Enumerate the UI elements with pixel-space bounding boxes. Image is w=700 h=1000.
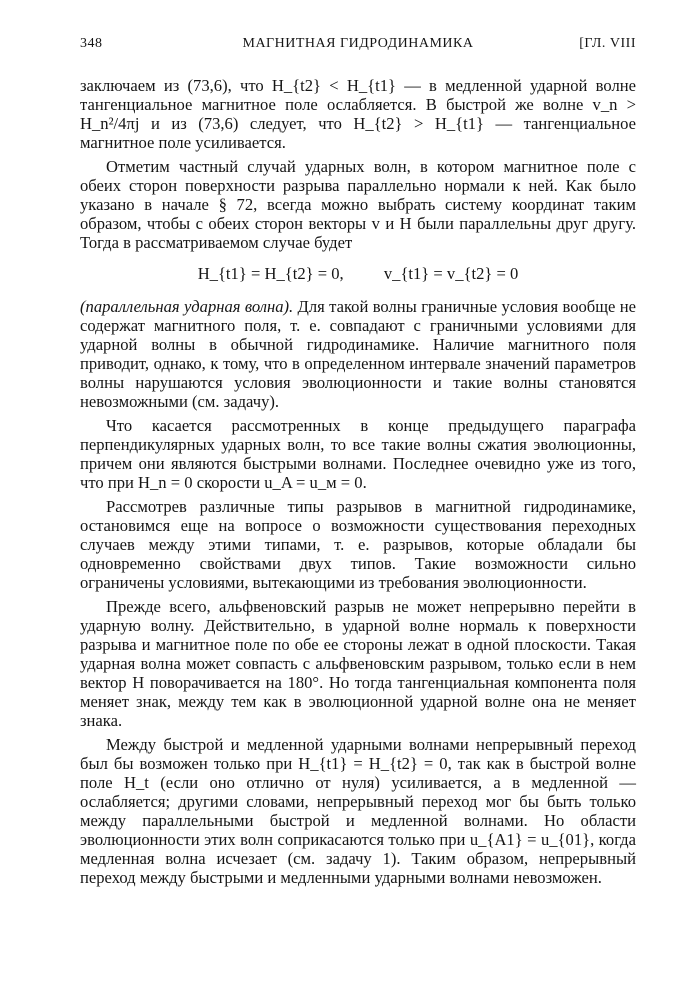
page-number: 348 [80,36,103,51]
formula [80,264,636,283]
page-header [80,36,636,60]
paragraph-3 [80,297,636,411]
paragraph-1: заключаем из (73,6), что H_{t2} < H_{t1} — в медленной ударной волне тангенциальное магнитное поле ослабляется. В быстрой же волне v_n > H_n²/4πj и из (73,6) следует, что H_{t2} > H_{t1} — тангенциальное магнитное поле усиливается. [80,76,636,152]
page-body [80,76,636,887]
chapter-label: [ГЛ. VIII [579,36,636,51]
italic-term: (параллельная ударная волна). [80,297,294,316]
paragraph-6: Прежде всего, альфвеновский разрыв не может непрерывно перейти в ударную волну. Действительно, в ударной волне нормаль к поверхности разрыва и магнитное поле по обе ее стороны лежат в одной плоскости. Такая ударная волна может совпасть с альфвеновским разрывом, только если в нем вектор H поворачивается на 180°. Но тогда тангенциальная компонента поля меняет знак, между тем как в эволюционной ударной волне она не меняет знака. [80,597,636,730]
formula-right: v_{t1} = v_{t2} = 0 [383,264,519,283]
paragraph-4: Что касается рассмотренных в конце предыдущего параграфа перпендикулярных ударных волн, то все такие волны сжатия эволюционны, причем они являются быстрыми волнами. Последнее очевидно уже из того, что при H_n = 0 скорости u_A = u_м = 0. [80,416,636,492]
running-title: МАГНИТНАЯ ГИДРОДИНАМИКА [242,36,474,51]
paragraph-3-text: Для такой волны граничные условия вообще не содержат магнитного поля, т. е. совпадают с граничными условиями для ударной волны в обычной гидродинамике. Наличие магнитного поля приводит, однако, к тому, что в определенном интервале значений параметров волны нарушаются условия эволюционности и такие волны становятся невозможными (см. задачу). [80,297,636,411]
paragraph-5: Рассмотрев различные типы разрывов в магнитной гидродинамике, остановимся еще на вопросе о возможности существования переходных случаев между этими типами, т. е. разрывов, которые обладали бы одновременно свойствами двух типов. Такие возможности сильно ограничены условиями, вытекающими из требования эволюционности. [80,497,636,592]
paragraph-7: Между быстрой и медленной ударными волнами непрерывный переход был бы возможен только при H_{t1} = H_{t2} = 0, так как в быстрой волне поле H_t (если оно отлично от нуля) усиливается, а в медленной — ослабляется; другими словами, непрерывный переход мог бы быть только между параллельными быстрой и медленной волнами. Но области эволюционности этих волн соприкасаются только при u_{A1} = u_{01}, когда медленная волна исчезает (см. задачу 1). Таким образом, непрерывный переход между быстрыми и медленными ударными волнами невозможен. [80,735,636,887]
formula-left: H_{t1} = H_{t2} = 0, [197,264,344,283]
paragraph-2: Отметим частный случай ударных волн, в котором магнитное поле с обеих сторон поверхности разрыва параллельно нормали к ней. Как было указано в начале § 72, всегда можно выбрать систему координат таким образом, чтобы с обеих сторон векторы v и H были параллельны друг другу. Тогда в рассматриваемом случае будет [80,157,636,252]
book-page [80,36,636,892]
